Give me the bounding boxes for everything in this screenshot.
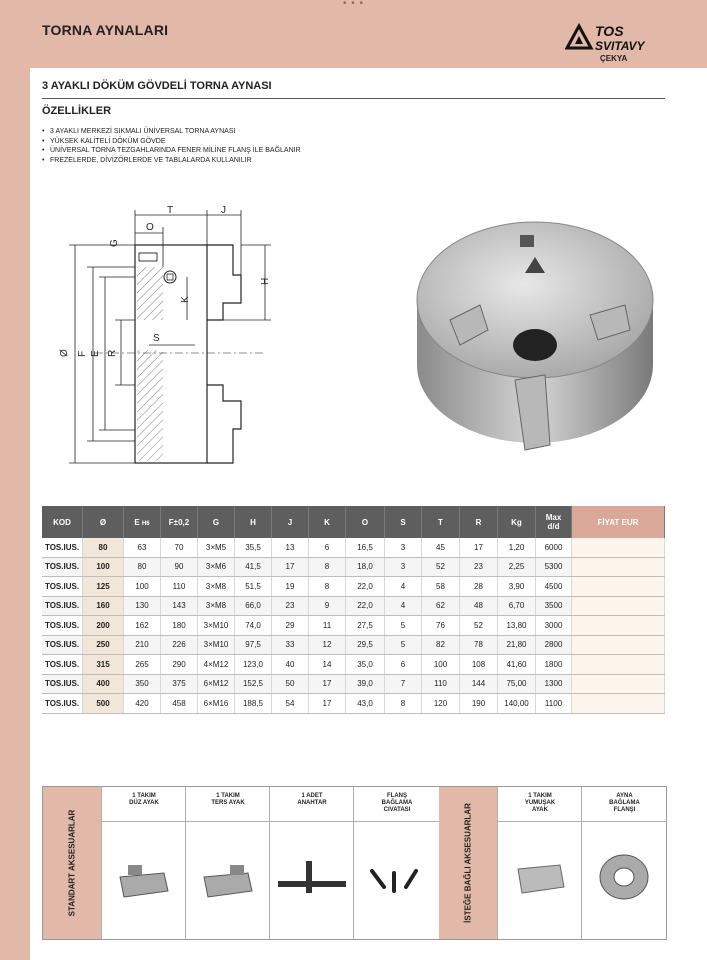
- col-e: E H6: [124, 506, 161, 538]
- dim-label-t: T: [167, 205, 174, 216]
- title-divider: [42, 98, 665, 99]
- cell-kod: TOS.IUS.: [42, 557, 83, 577]
- col-g: G: [198, 506, 235, 538]
- table-cell: 350: [124, 674, 161, 694]
- table-cell: 13: [272, 538, 309, 557]
- brand-country: ÇEKYA: [600, 54, 628, 63]
- table-cell: 143: [161, 596, 198, 616]
- table-cell: 4: [385, 577, 422, 597]
- table-row: [42, 616, 665, 636]
- table-cell: 35,5: [235, 538, 272, 557]
- cell-kod: TOS.IUS.: [42, 596, 83, 616]
- col-k: K: [309, 506, 346, 538]
- table-cell: 110: [422, 674, 460, 694]
- cell-dia: 400: [83, 674, 124, 694]
- table-cell: 3×M10: [198, 635, 235, 655]
- table-cell: 16,5: [346, 538, 385, 557]
- table-cell: 23: [460, 557, 498, 577]
- table-cell: 11: [309, 616, 346, 636]
- dim-label-o: O: [146, 222, 154, 233]
- table-cell: 48: [460, 596, 498, 616]
- table-cell: 29,5: [346, 635, 385, 655]
- cell-fiyat: [572, 616, 665, 636]
- dim-label-j: J: [221, 205, 226, 216]
- table-row: [42, 635, 665, 655]
- table-cell: 58: [422, 577, 460, 597]
- feature-item: • 3 AYAKLI MERKEZİ SIKMALI ÜNİVERSAL TORNA AYNASI: [42, 128, 236, 135]
- accessory-chuck-flange: AYNA BAĞLAMA FLANŞI: [581, 787, 667, 939]
- table-cell: 375: [161, 674, 198, 694]
- table-cell: 41,60: [498, 655, 536, 675]
- table-row: [42, 655, 665, 675]
- table-cell: 144: [460, 674, 498, 694]
- table-cell: 110: [161, 577, 198, 597]
- table-cell: 66,0: [235, 596, 272, 616]
- cell-dia: 200: [83, 616, 124, 636]
- feature-item: • ÜNİVERSAL TORNA TEZGAHLARINDA FENER MİLİNE FLANŞ İLE BAĞLANIR: [42, 147, 301, 154]
- cell-fiyat: [572, 694, 665, 714]
- col-max: Max d/d: [536, 506, 572, 538]
- table-row: [42, 674, 665, 694]
- table-cell: 6×M16: [198, 694, 235, 714]
- table-cell: 190: [460, 694, 498, 714]
- table-cell: 4500: [536, 577, 572, 597]
- col-kod: KOD: [42, 506, 83, 538]
- table-cell: 2,25: [498, 557, 536, 577]
- col-dia: Ø: [83, 506, 124, 538]
- cell-kod: TOS.IUS.: [42, 694, 83, 714]
- chuck-photo: [410, 205, 660, 460]
- table-cell: 74,0: [235, 616, 272, 636]
- table-cell: 5300: [536, 557, 572, 577]
- dim-label-h: H: [260, 277, 271, 285]
- table-cell: 35,0: [346, 655, 385, 675]
- table-cell: 70: [161, 538, 198, 557]
- cell-kod: TOS.IUS.: [42, 674, 83, 694]
- dim-label-e: E: [90, 350, 101, 357]
- table-cell: 21,80: [498, 635, 536, 655]
- cell-dia: 315: [83, 655, 124, 675]
- features-title: ÖZELLİKLER: [42, 105, 112, 117]
- table-cell: 3: [385, 557, 422, 577]
- accessory-key: 1 ADET ANAHTAR: [269, 787, 354, 939]
- table-row: [42, 577, 665, 597]
- table-cell: 17: [309, 694, 346, 714]
- table-cell: 100: [124, 577, 161, 597]
- col-f: F±0,2: [161, 506, 198, 538]
- cell-kod: TOS.IUS.: [42, 616, 83, 636]
- table-cell: 3×M6: [198, 557, 235, 577]
- table-cell: 40: [272, 655, 309, 675]
- table-cell: 43,0: [346, 694, 385, 714]
- cell-kod: TOS.IUS.: [42, 577, 83, 597]
- cell-dia: 500: [83, 694, 124, 714]
- table-cell: 3×M8: [198, 596, 235, 616]
- product-title: 3 AYAKLI DÖKÜM GÖVDELİ TORNA AYNASI: [42, 80, 272, 92]
- chuck-key-icon: [270, 847, 354, 917]
- table-cell: 45: [422, 538, 460, 557]
- table-cell: 7: [385, 674, 422, 694]
- dim-label-f: F: [77, 350, 88, 357]
- table-cell: 12: [309, 635, 346, 655]
- col-kg: Kg: [498, 506, 536, 538]
- accessory-flange-bolts: FLANŞ BAĞLAMA CIVATASI: [353, 787, 440, 939]
- table-cell: 6: [309, 538, 346, 557]
- col-t: T: [422, 506, 460, 538]
- cell-kod: TOS.IUS.: [42, 655, 83, 675]
- table-cell: 22,0: [346, 596, 385, 616]
- cell-fiyat: [572, 596, 665, 616]
- table-cell: 120: [422, 694, 460, 714]
- table-cell: 3,90: [498, 577, 536, 597]
- table-cell: 62: [422, 596, 460, 616]
- table-cell: 3×M8: [198, 577, 235, 597]
- svg-text:SVITAVY: SVITAVY: [595, 39, 645, 53]
- col-h: H: [235, 506, 272, 538]
- cell-dia: 125: [83, 577, 124, 597]
- cell-kod: TOS.IUS.: [42, 538, 83, 557]
- table-cell: 4×M12: [198, 655, 235, 675]
- table-cell: 52: [460, 616, 498, 636]
- table-cell: 33: [272, 635, 309, 655]
- table-cell: 1800: [536, 655, 572, 675]
- table-cell: 180: [161, 616, 198, 636]
- dim-label-g: G: [109, 239, 120, 247]
- soft-jaw-icon: [498, 847, 582, 917]
- table-cell: 75,00: [498, 674, 536, 694]
- table-cell: 4: [385, 596, 422, 616]
- table-cell: 19: [272, 577, 309, 597]
- table-cell: 162: [124, 616, 161, 636]
- dim-label-k: K: [180, 296, 191, 303]
- dim-label-r: R: [107, 349, 118, 357]
- dim-label-dia: Ø: [59, 349, 70, 357]
- table-cell: 51,5: [235, 577, 272, 597]
- table-cell: 28: [460, 577, 498, 597]
- table-cell: 13,80: [498, 616, 536, 636]
- cell-fiyat: [572, 655, 665, 675]
- cell-dia: 80: [83, 538, 124, 557]
- accessory-soft-jaws: 1 TAKIM YUMUŞAK AYAK: [497, 787, 582, 939]
- table-cell: 90: [161, 557, 198, 577]
- cell-kod: TOS.IUS.: [42, 635, 83, 655]
- table-cell: 18,0: [346, 557, 385, 577]
- cell-dia: 250: [83, 635, 124, 655]
- table-cell: 17: [309, 674, 346, 694]
- table-cell: 6000: [536, 538, 572, 557]
- table-row: [42, 538, 665, 557]
- table-cell: 2800: [536, 635, 572, 655]
- flange-icon: [582, 847, 667, 917]
- table-cell: 226: [161, 635, 198, 655]
- cell-fiyat: [572, 557, 665, 577]
- cell-dia: 100: [83, 557, 124, 577]
- table-row: [42, 557, 665, 577]
- features-list: [42, 127, 301, 165]
- table-cell: 3500: [536, 596, 572, 616]
- accessories-panel: [42, 786, 667, 940]
- cell-dia: 160: [83, 596, 124, 616]
- table-cell: 29: [272, 616, 309, 636]
- table-cell: 78: [460, 635, 498, 655]
- optional-accessories-label: İSTEĞE BAĞLI AKSESUARLAR: [439, 787, 497, 939]
- table-cell: 108: [460, 655, 498, 675]
- table-cell: 123,0: [235, 655, 272, 675]
- table-row: [42, 694, 665, 714]
- table-cell: 5: [385, 616, 422, 636]
- table-cell: 23: [272, 596, 309, 616]
- table-cell: 130: [124, 596, 161, 616]
- col-r: R: [460, 506, 498, 538]
- feature-item: • YÜKSEK KALİTELİ DÖKÜM GÖVDE: [42, 137, 166, 145]
- col-fiyat: FİYAT EUR: [572, 506, 665, 538]
- table-cell: 188,5: [235, 694, 272, 714]
- table-cell: 9: [309, 596, 346, 616]
- table-cell: 152,5: [235, 674, 272, 694]
- col-j: J: [272, 506, 309, 538]
- table-cell: 82: [422, 635, 460, 655]
- col-o: O: [346, 506, 385, 538]
- page-title: TORNA AYNALARI: [42, 22, 169, 38]
- table-cell: 3000: [536, 616, 572, 636]
- table-cell: 210: [124, 635, 161, 655]
- table-cell: 290: [161, 655, 198, 675]
- table-cell: 8: [385, 694, 422, 714]
- table-cell: 1300: [536, 674, 572, 694]
- table-cell: 6: [385, 655, 422, 675]
- table-cell: 17: [272, 557, 309, 577]
- page-header: [0, 0, 707, 68]
- cell-fiyat: [572, 635, 665, 655]
- spec-table: [42, 506, 665, 714]
- col-s: S: [385, 506, 422, 538]
- table-cell: 458: [161, 694, 198, 714]
- cell-fiyat: [572, 674, 665, 694]
- standard-accessories-label: STANDART AKSESUARLAR: [43, 787, 101, 939]
- accessory-reverse-jaws: 1 TAKIM TERS AYAK: [185, 787, 270, 939]
- table-cell: 1100: [536, 694, 572, 714]
- table-cell: 41,5: [235, 557, 272, 577]
- top-dots: • • •: [343, 0, 365, 9]
- accessory-straight-jaws: 1 TAKIM DÜZ AYAK: [101, 787, 186, 939]
- table-cell: 140,00: [498, 694, 536, 714]
- table-cell: 1,20: [498, 538, 536, 557]
- table-cell: 22,0: [346, 577, 385, 597]
- svg-text:TOS: TOS: [595, 23, 624, 39]
- straight-jaw-icon: [102, 847, 186, 917]
- table-row: [42, 596, 665, 616]
- table-cell: 100: [422, 655, 460, 675]
- cell-fiyat: [572, 538, 665, 557]
- dim-label-s: S: [153, 333, 160, 344]
- table-cell: 5: [385, 635, 422, 655]
- table-cell: 6,70: [498, 596, 536, 616]
- table-cell: 8: [309, 577, 346, 597]
- table-cell: 63: [124, 538, 161, 557]
- table-cell: 14: [309, 655, 346, 675]
- bolt-icon: [354, 847, 440, 917]
- table-cell: 17: [460, 538, 498, 557]
- table-cell: 39,0: [346, 674, 385, 694]
- table-cell: 97,5: [235, 635, 272, 655]
- reverse-jaw-icon: [186, 847, 270, 917]
- table-cell: 50: [272, 674, 309, 694]
- cell-fiyat: [572, 577, 665, 597]
- table-cell: 3×M10: [198, 616, 235, 636]
- table-header-row: [42, 506, 665, 538]
- table-cell: 8: [309, 557, 346, 577]
- table-cell: 3×M5: [198, 538, 235, 557]
- table-cell: 420: [124, 694, 161, 714]
- technical-drawing: [55, 205, 295, 470]
- table-cell: 52: [422, 557, 460, 577]
- table-cell: 76: [422, 616, 460, 636]
- feature-item: • FREZELERDE, DİVİZÖRLERDE VE TABLALARDA KULLANILIR: [42, 156, 252, 164]
- table-cell: 6×M12: [198, 674, 235, 694]
- table-cell: 265: [124, 655, 161, 675]
- table-cell: 3: [385, 538, 422, 557]
- table-cell: 54: [272, 694, 309, 714]
- table-cell: 27,5: [346, 616, 385, 636]
- table-cell: 80: [124, 557, 161, 577]
